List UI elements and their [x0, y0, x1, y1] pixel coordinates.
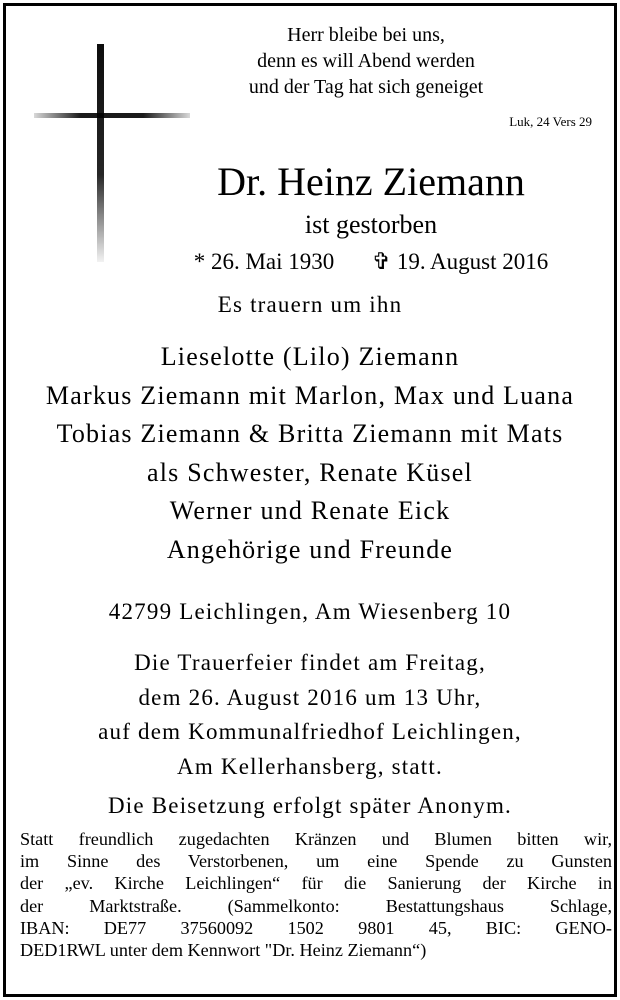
death-date: 19. August 2016 — [396, 249, 549, 274]
donation-line: im Sinne des Verstorbenen, um eine Spende zu Gunsten — [20, 851, 612, 872]
mourner-name: Lieselotte (Lilo) Ziemann — [160, 342, 460, 371]
death-cross-icon: ✞ — [371, 249, 392, 274]
family-address: 42799 Leichlingen, Am Wiesenberg 10 — [108, 599, 512, 624]
service-line: auf dem Kommunalfriedhof Leichlingen, — [98, 719, 522, 744]
deceased-name: Dr. Heinz Ziemann — [217, 159, 525, 204]
service-line: Am Kellerhansberg, statt. — [177, 753, 443, 779]
burial-info: Die Beisetzung erfolgt später Anonym. — [107, 793, 512, 818]
donation-line: DED1RWL unter dem Kennwort "Dr. Heinz Ziemann“) — [20, 940, 427, 961]
mourner-name: Werner und Renate Eick — [169, 496, 451, 525]
mourner-name: Angehörige und Freunde — [166, 534, 454, 564]
donation-request — [20, 828, 612, 961]
mourner-name: Markus Ziemann mit Marlon, Max und Luana — [45, 380, 575, 410]
mourner-name: als Schwester, Renate Küsel — [147, 457, 473, 487]
bible-verse — [206, 22, 526, 100]
service-line: dem 26. August 2016 um 13 Uhr, — [138, 684, 482, 710]
donation-line: Statt freundlich zugedachten Kränzen und Blumen bitten wir, — [20, 829, 612, 849]
obituary-notice — [3, 3, 617, 997]
death-announcement: ist gestorben — [304, 210, 438, 239]
verse-line: Herr bleibe bei uns, — [287, 24, 445, 46]
mourners-list — [6, 338, 614, 569]
life-dates — [136, 246, 606, 278]
verse-line: denn es will Abend werden — [257, 50, 475, 72]
donation-line: der Marktstraße. (Sammelkonto: Bestattungshaus Schlage, — [20, 895, 612, 916]
birth-date: * 26. Mai 1930 — [193, 249, 335, 274]
mourner-name: Tobias Ziemann & Britta Ziemann mit Mats — [56, 419, 564, 448]
service-line: Die Trauerfeier findet am Freitag, — [134, 650, 486, 675]
verse-reference: Luk, 24 Vers 29 — [509, 114, 592, 129]
donation-line: IBAN: DE77 37560092 1502 9801 45, BIC: GENO- — [20, 917, 612, 938]
funeral-service-info — [6, 646, 614, 784]
donation-line: der „ev. Kirche Leichlingen“ für die Sanierung der Kirche in — [20, 873, 612, 894]
verse-line: und der Tag hat sich geneiget — [248, 76, 484, 98]
mourners-intro: Es trauern um ihn — [217, 292, 403, 317]
